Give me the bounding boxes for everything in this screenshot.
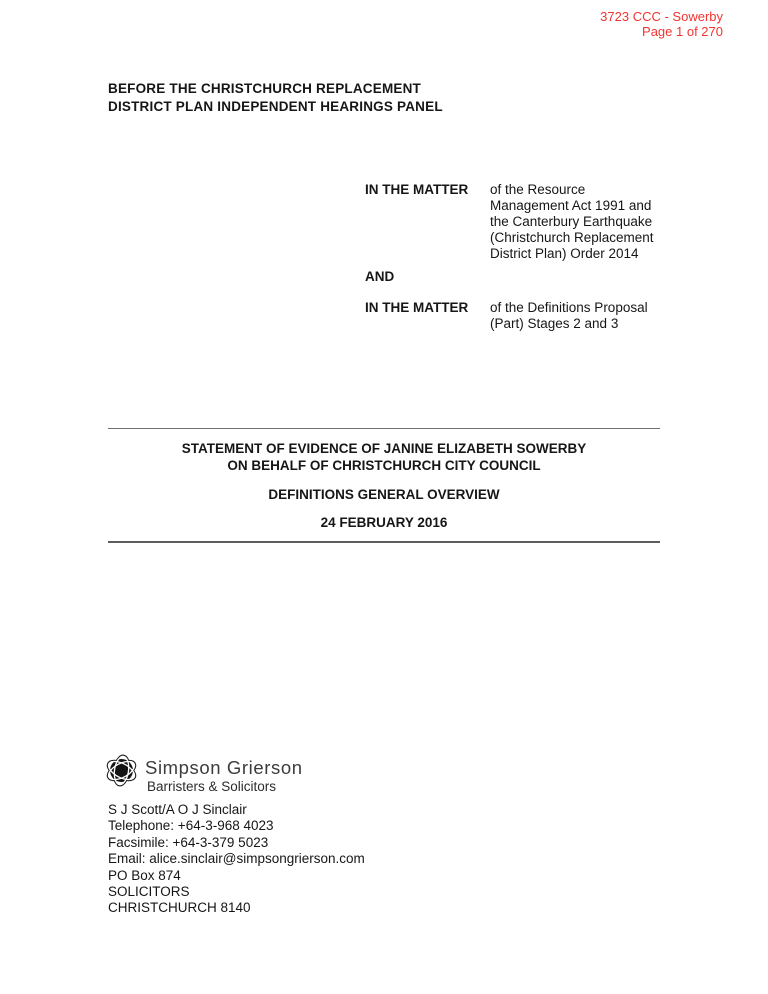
contact-solicitors-label: SOLICITORS xyxy=(108,884,190,900)
contact-facsimile: Facsimile: +64-3-379 5023 xyxy=(108,834,269,850)
firm-tagline: Barristers & Solicitors xyxy=(147,779,277,794)
matter-body-line: Management Act 1991 and xyxy=(490,198,652,213)
statement-title-line: ON BEHALF OF CHRISTCHURCH CITY COUNCIL xyxy=(227,458,541,473)
matter-body-line: of the Definitions Proposal xyxy=(490,300,648,315)
statement-title-line: STATEMENT OF EVIDENCE OF JANINE ELIZABETH SOWERBY xyxy=(181,441,587,456)
contact-email: Email: alice.sinclair@simpsongrierson.com xyxy=(108,851,365,867)
contact-city: CHRISTCHURCH 8140 xyxy=(108,900,251,916)
firm-contact-block xyxy=(108,802,365,917)
court-header-line: DISTRICT PLAN INDEPENDENT HEARINGS PANEL xyxy=(108,99,443,114)
stamp-reference: 3723 CCC - Sowerby xyxy=(600,9,723,24)
and-conjunction: AND xyxy=(365,269,395,284)
matter-body-line: of the Resource xyxy=(490,182,586,197)
statement-subtitle: DEFINITIONS GENERAL OVERVIEW xyxy=(268,487,500,502)
in-the-matter-body-1 xyxy=(490,182,675,262)
matter-body-line: (Part) Stages 2 and 3 xyxy=(490,316,619,331)
stamp-page-number: Page 1 of 270 xyxy=(642,24,723,39)
page-stamp xyxy=(600,9,723,39)
matter-body-line: District Plan) Order 2014 xyxy=(490,246,639,261)
statement-title-block xyxy=(108,440,660,531)
court-header-line: BEFORE THE CHRISTCHURCH REPLACEMENT xyxy=(108,81,422,96)
firm-name: Simpson Grierson xyxy=(145,757,303,778)
in-the-matter-body-2 xyxy=(490,300,675,332)
court-header xyxy=(108,80,443,116)
in-the-matter-label-2: IN THE MATTER xyxy=(365,300,469,315)
in-the-matter-label-1: IN THE MATTER xyxy=(365,182,469,197)
divider-bottom xyxy=(108,541,660,543)
contact-solicitor-names: S J Scott/A O J Sinclair xyxy=(108,802,247,817)
matter-body-line: (Christchurch Replacement xyxy=(490,230,654,245)
contact-telephone: Telephone: +64-3-968 4023 xyxy=(108,818,274,834)
statement-date: 24 FEBRUARY 2016 xyxy=(320,515,448,530)
contact-po-box: PO Box 874 xyxy=(108,867,181,883)
matter-body-line: the Canterbury Earthquake xyxy=(490,214,653,229)
globe-knot-icon xyxy=(104,752,141,789)
divider-top xyxy=(108,428,660,429)
